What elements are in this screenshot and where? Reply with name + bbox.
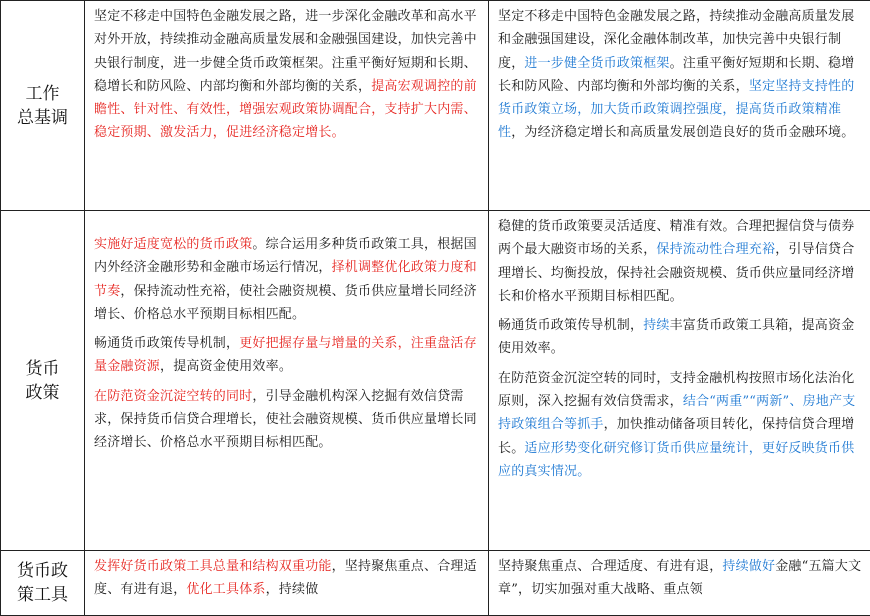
text-run: 金融“五篇大文章”，切实加强对重大战略、重点领 [498,559,861,597]
text-run: 丰富货币政策工具箱，提高资金使用效率。 [498,318,854,356]
paragraph [498,314,862,361]
highlight-blue: 坚定坚持支持性的货币政策立场，加大货币政策调控强度，提高货币政策精准性 [498,79,854,141]
highlight-red: 发挥好货币政策工具总量和结构双重功能 [94,559,332,574]
row-label-line: 货币政 [1,559,84,583]
paragraph [498,215,862,308]
paragraph [94,332,480,379]
highlight-red: 提高宏观调控的前瞻性、针对性、有效性，增强宏观政策协调配合，支持扩大内需、稳定预期、激发活力，促进经济稳定增长。 [94,79,477,141]
highlight-red: 择机调整优化政策力度和节奏 [94,260,477,298]
text-run: 。注重平衡好短期和长期、稳增长和防风险、内部均衡和外部均衡的关系， [498,56,854,94]
paragraph [94,555,480,602]
highlight-red: 实施好适度宽松的货币政策 [94,237,252,252]
text-run: 畅通货币政策传导机制， [498,318,643,333]
highlight-red: 更好把握存量与增量的关系，注重盘活存量金融资源 [94,336,477,374]
text-run: ，引导金融机构深入挖掘有效信贷需求，保持货币信贷合理增长，使社会融资规模、货币供应量增长同经济增长、价格总水平预期目标相匹配。 [94,389,477,451]
highlight-red: 优化工具体系 [186,582,265,597]
text-run: 稳健的货币政策要灵活适度、精准有效。合理把握信贷与债券两个最大融资市场的关系， [498,219,854,257]
text-run: ，引导信贷合理增长、均衡投放，保持社会融资规模、货币供应量同经济增长和价格水平预期目标相匹配。 [498,242,854,304]
text-run: 坚定不移走中国特色金融发展之路，进一步深化金融改革和高水平对外开放，持续推动金融高质量发展和金融强国建设，加快完善中央银行制度，进一步健全货币政策框架。注重平衡好短期和长期、稳增长和防风险、内部均衡和外部均衡的关系， [94,9,477,94]
highlight-blue: 保持流动性合理充裕 [656,242,775,257]
highlight-blue: 结合“两重”“两新”、房地产支持政策组合等抓手 [498,394,855,432]
table-row [1,1,870,211]
text-run: ，加快推动储备项目转化，保持信贷合理增长。 [498,417,854,455]
text-run: 。综合运用多种货币政策工具，根据国内外经济金融形势和金融市场运行情况， [94,237,477,275]
highlight-red: 在防范资金沉淀空转的同时 [94,389,252,404]
left-cell [85,1,489,211]
row-label-line: 总基调 [1,106,84,130]
paragraph [498,555,862,602]
paragraph [498,367,862,483]
row-label-line: 工作 [1,82,84,106]
paragraph [94,233,480,326]
row-label [1,551,85,616]
left-cell [85,211,489,551]
right-cell [489,551,870,616]
highlight-blue: 适应形势变化研究修订货币供应量统计，更好反映货币供应的真实情况。 [498,441,854,479]
paragraph [94,5,480,145]
text-run: 在防范资金沉淀空转的同时，支持金融机构按照市场化法治化原则，深入挖掘有效信贷需求， [498,371,854,409]
highlight-blue: 持续做好 [722,559,775,574]
table-row [1,551,870,616]
row-label-line: 政策 [1,381,84,405]
text-run: 坚持聚焦重点、合理适度、有进有退， [498,559,722,574]
row-label [1,211,85,551]
table-row [1,211,870,551]
right-cell [489,211,870,551]
right-cell [489,1,870,211]
highlight-blue: 进一步健全货币政策框架 [524,56,669,71]
text-run: ，持续做 [266,582,319,597]
highlight-blue: 持续 [643,318,669,333]
paragraph [94,385,480,455]
left-cell [85,551,489,616]
paragraph [498,5,862,145]
text-run: ，坚持聚焦重点、合理适度、有进有退， [94,559,477,597]
text-run: ，提高资金使用效率。 [160,359,292,374]
text-run: 坚定不移走中国特色金融发展之路，持续推动金融高质量发展和金融强国建设，深化金融体制改革，加快完善中央银行制度， [498,9,854,71]
text-run: ，为经济稳定增长和高质量发展创造良好的货币金融环境。 [511,125,854,140]
text-run: ，保持流动性充裕，使社会融资规模、货币供应量增长同经济增长、价格总水平预期目标相匹配。 [94,284,477,322]
row-label [1,1,85,211]
row-label-line: 策工具 [1,583,84,607]
text-run: 畅通货币政策传导机制， [94,336,239,351]
row-label-line: 货币 [1,357,84,381]
